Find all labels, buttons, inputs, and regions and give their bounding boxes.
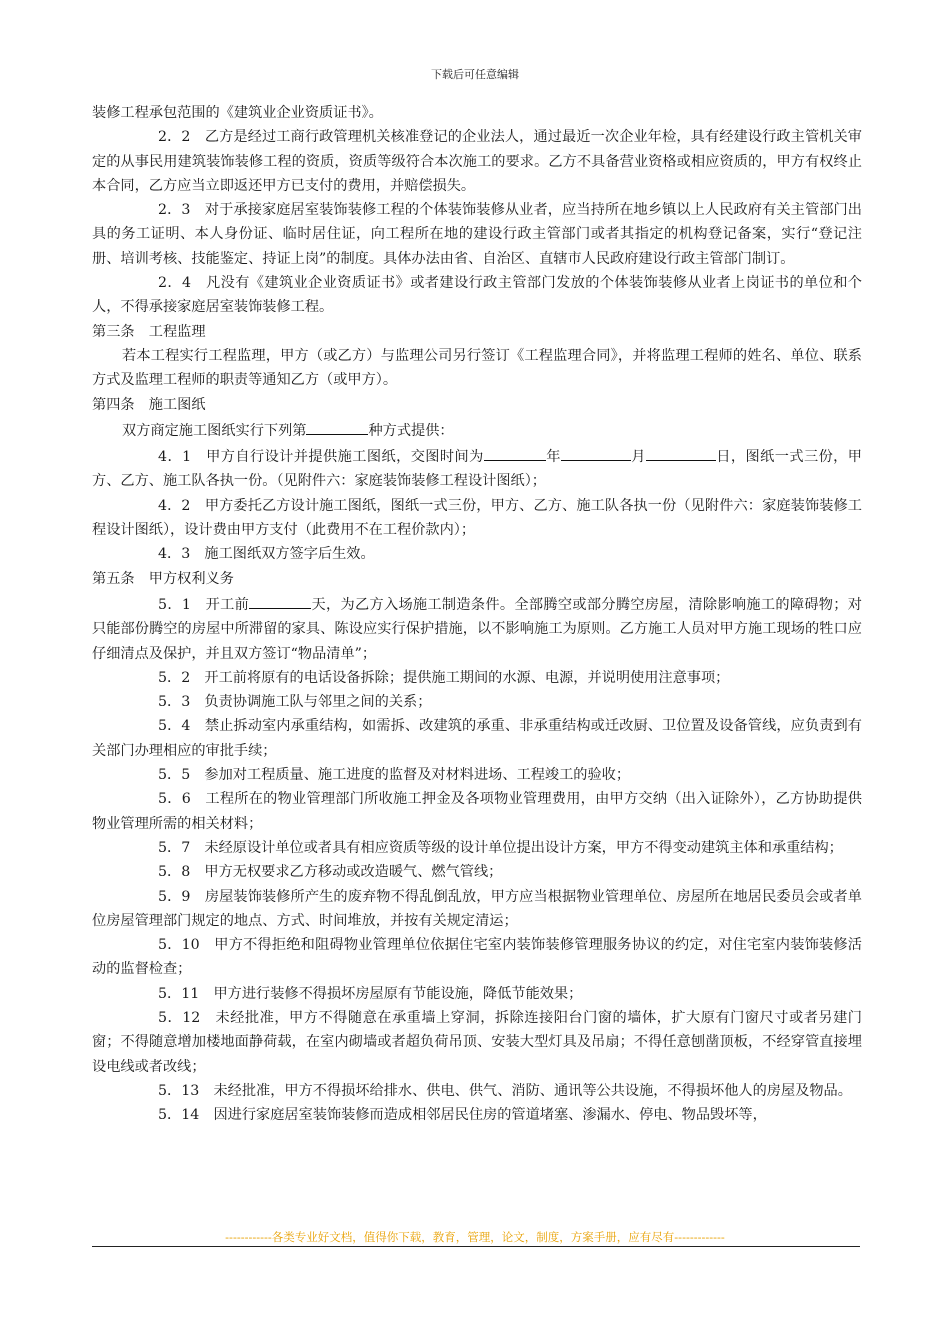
- clause-5-14: 5．14 因进行家庭居室装饰装修而造成相邻居民住房的管道堵塞、渗漏水、停电、物品毁坏等，: [158, 1107, 767, 1124]
- fill-blank-month[interactable]: [561, 443, 631, 461]
- clause-2-3: 2．3 对于承接家庭居室装饰装修工程的个体装饰装修从业者，应当持所在地乡镇以上人民政府有关主管部门出具的务工证明、本人身份证、临时居住证，向工程所在地的建设行政主管部门或者其指定的机构登记备案，实行“登记注册、培训考核、技能鉴定、持证上岗”的制度。具体办法由省、自治区、直辖市人民政府建设行政主管部门制订。: [92, 202, 862, 267]
- paragraph: 装修工程承包范围的《建筑业企业资质证书》。: [92, 105, 383, 121]
- section-3-body: 若本工程实行工程监理，甲方（或乙方）与监理公司另行签订《工程监理合同》，并将监理工程师的姓名、单位、联系方式及监理工程师的职责等通知乙方（或甲方）。: [92, 347, 862, 389]
- clause-5-12: 5．12 未经批准，甲方不得随意在承重墙上穿洞，拆除连接阳台门窗的墙体，扩大原有门窗尺寸或者另建门窗；不得随意增加楼地面静荷载，在室内砌墙或者超负荷吊顶、安装大型灯具及吊扇；不得任意刨凿顶板，不经穿管直接埋设电线或者改线；: [92, 1009, 862, 1075]
- clause-5-10: 5．10 甲方不得拒绝和阻碍物业管理单位依据住宅室内装饰装修管理服务协议的约定，对住宅室内装饰装修活动的监督检查；: [92, 937, 862, 978]
- clause-5-13: 5．13 未经批准，甲方不得损坏给排水、供电、供气、消防、通讯等公共设施，不得损坏他人的房屋及物品。: [158, 1082, 852, 1099]
- fill-blank[interactable]: [306, 417, 368, 435]
- text-segment: 日，图纸一式三份，甲方、乙方、施工队各执一份。（见附件六：家庭装饰装修工程设计图纸）；: [92, 449, 862, 490]
- fill-blank-days[interactable]: [249, 591, 311, 609]
- section-3-heading: 第三条 工程监理: [92, 323, 206, 340]
- text-segment: 5．1 开工前: [158, 596, 250, 613]
- clause-4-2: 4．2 甲方委托乙方设计施工图纸，图纸一式三份，甲方、乙方、施工队各执一份（见附件六：家庭装饰装修工程设计图纸），设计费由甲方支付（此费用不在工程价款内）；: [92, 497, 862, 539]
- clause-5-1: [92, 591, 862, 666]
- footer-divider: [92, 1246, 860, 1247]
- clause-4-3: 4．3 施工图纸双方签字后生效。: [158, 546, 375, 563]
- text-segment: 天，为乙方入场施工制造条件。全部腾空或部分腾空房屋，清除影响施工的障碍物；对只能部份腾空的房屋中所滞留的家具、陈设应实行保护措施，以不影响施工为原则。乙方施工人员对甲方施工现场的牲口应仔细清点及保护，并且双方签订“物品清单”；: [92, 596, 862, 662]
- section-4-intro: [92, 417, 862, 443]
- document-body: [92, 101, 862, 1127]
- clause-2-2: 2．2 乙方是经过工商行政管理机关核准登记的企业法人，通过最近一次企业年检，具有经建设行政主管机关审定的从事民用建筑装饰装修工程的资质，资质等级符合本次施工的要求。乙方不具备营业资格或相应资质的，甲方有权终止本合同，乙方应当立即返还甲方已支付的费用，并赔偿损失。: [92, 129, 862, 194]
- clause-5-3: 5．3 负责协调施工队与邻里之间的关系；: [158, 694, 432, 711]
- text-segment: 年: [545, 449, 561, 466]
- fill-blank-day[interactable]: [646, 443, 716, 461]
- section-5-heading: 第五条 甲方权利义务: [92, 570, 234, 587]
- clause-5-5: 5．5 参加对工程质量、施工进度的监督及对材料进场、工程竣工的验收；: [158, 767, 631, 784]
- clause-5-6: 5．6 工程所在的物业管理部门所收施工押金及各项物业管理费用，由甲方交纳（出入证除外），乙方协助提供物业管理所需的相关材料；: [92, 791, 862, 832]
- clause-5-9: 5．9 房屋装饰装修所产生的废弃物不得乱倒乱放，甲方应当根据物业管理单位、房屋所在地居民委员会或者单位房屋管理部门规定的地点、方式、时间堆放，并按有关规定清运；: [92, 888, 862, 929]
- text-segment: 双方商定施工图纸实行下列第: [122, 422, 307, 439]
- clause-2-4: 2．4 凡没有《建筑业企业资质证书》或者建设行政主管部门发放的个体装饰装修从业者上岗证书的单位和个人，不得承接家庭居室装饰装修工程。: [92, 275, 862, 316]
- footer-advert-text: ------------各类专业好文档，值得你下载，教育，管理，论文，制度，方案手册，应有尽有-------------: [225, 1230, 725, 1244]
- clause-5-11: 5．11 甲方进行装修不得损坏房屋原有节能设施，降低节能效果；: [158, 985, 583, 1002]
- clause-5-2: 5．2 开工前将原有的电话设备拆除；提供施工期间的水源、电源，并说明使用注意事项；: [158, 669, 730, 686]
- clause-5-7: 5．7 未经原设计单位或者具有相应资质等级的设计单位提出设计方案，甲方不得变动建筑主体和承重结构；: [158, 839, 843, 856]
- text-segment: 4．1 甲方自行设计并提供施工图纸，交图时间为: [158, 449, 484, 466]
- clause-4-1: [92, 443, 862, 494]
- text-segment: 种方式提供：: [368, 422, 454, 439]
- page-header: 下载后可任意编辑: [431, 68, 519, 81]
- text-segment: 月: [630, 449, 646, 466]
- section-4-heading: 第四条 施工图纸: [92, 396, 206, 413]
- clause-5-8: 5．8 甲方无权要求乙方移动或改造暖气、燃气管线；: [158, 864, 503, 881]
- clause-5-4: 5．4 禁止拆动室内承重结构，如需拆、改建筑的承重、非承重结构或迁改厨、卫位置及设备管线，应负责到有关部门办理相应的审批手续；: [92, 718, 862, 759]
- fill-blank-year[interactable]: [484, 443, 546, 461]
